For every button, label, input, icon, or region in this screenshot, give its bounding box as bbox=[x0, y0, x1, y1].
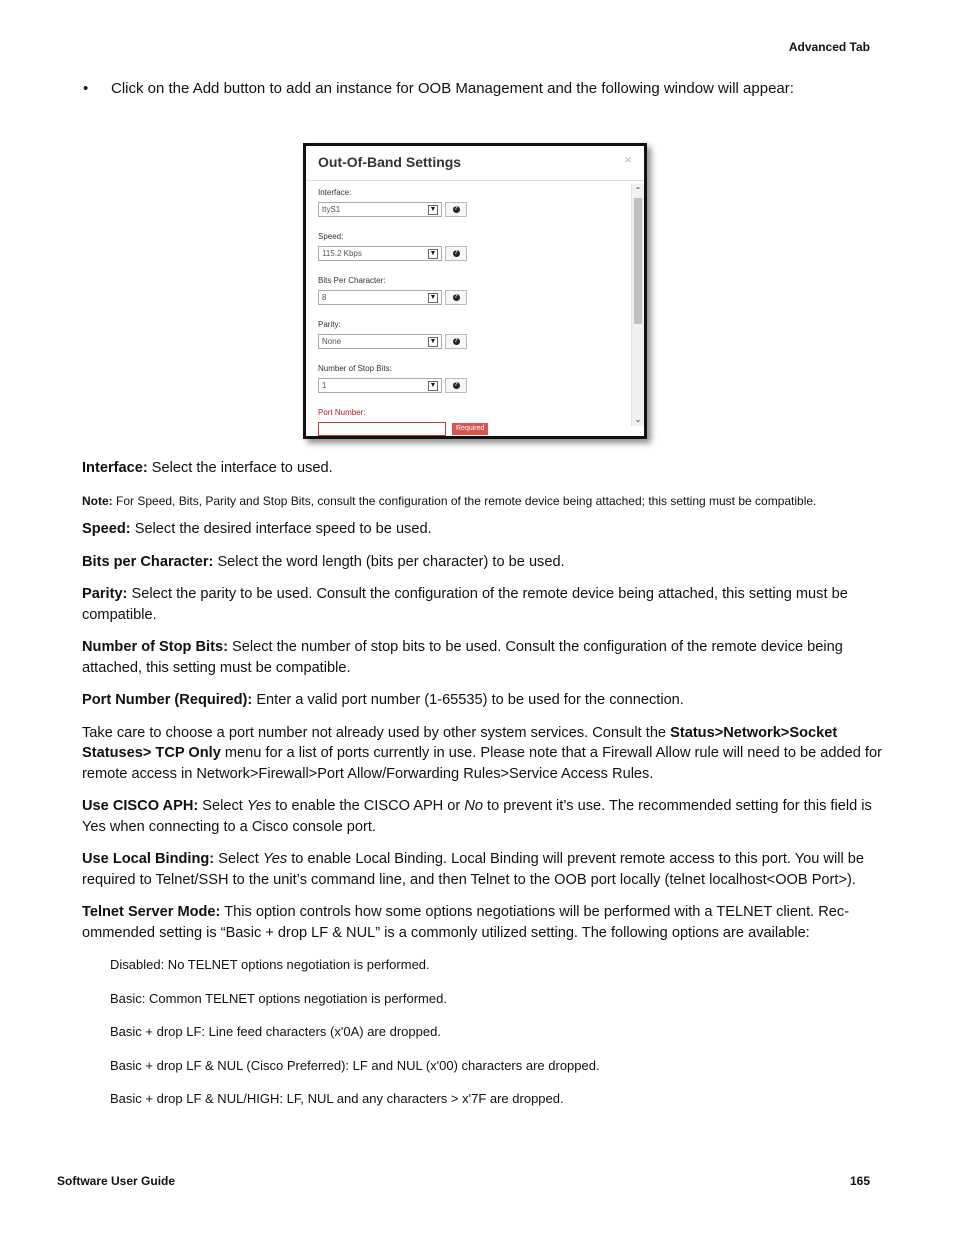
scroll-thumb[interactable] bbox=[634, 198, 642, 324]
interface-select[interactable] bbox=[318, 202, 442, 217]
oob-settings-dialog bbox=[303, 143, 647, 439]
speed-value: 115.2 Kbps bbox=[322, 249, 362, 258]
stopbits-value: 1 bbox=[322, 381, 327, 390]
cisco-para bbox=[82, 796, 898, 837]
interface-term: Interface: bbox=[82, 460, 148, 476]
local-para bbox=[82, 849, 898, 890]
chevron-down-icon: ▼ bbox=[429, 337, 437, 345]
dialog-divider bbox=[306, 180, 644, 181]
interface-desc: Select the interface to used. bbox=[147, 460, 333, 476]
cisco-t2: to enable the CISCO APH or bbox=[271, 798, 465, 814]
care-pre: Take care to choose a port number not already used by other system services. Consult the bbox=[82, 724, 671, 741]
bits-para bbox=[82, 552, 898, 573]
speed-help-button[interactable] bbox=[445, 246, 467, 261]
parity-field bbox=[318, 320, 467, 349]
stopbits-help-button[interactable] bbox=[445, 378, 467, 393]
parity-desc: Select the parity to be used. Consult the configuration of the remote device being attached, this setting must be compatible. bbox=[82, 586, 848, 623]
note-para bbox=[82, 491, 898, 512]
speed-select[interactable] bbox=[318, 246, 442, 261]
cisco-term: Use CISCO APH: bbox=[82, 798, 199, 814]
chevron-down-icon[interactable]: ⌄ bbox=[634, 415, 642, 424]
stopbits-select[interactable] bbox=[318, 378, 442, 393]
speed-para bbox=[82, 519, 898, 540]
port-desc: Enter a valid port number (1-65535) to be used for the connection. bbox=[252, 692, 684, 708]
bits-label: Bits Per Character: bbox=[318, 276, 386, 285]
help-icon: ? bbox=[454, 338, 458, 344]
close-icon[interactable]: × bbox=[624, 152, 632, 167]
help-icon: ? bbox=[454, 382, 458, 388]
care-post: menu for a list of ports currently in use. Please note that a Firewall Allow rule will need to be added for remote access in Network>Firewall>Port Allow/Forwarding Rules>Service Access Rules. bbox=[82, 745, 882, 782]
local-t2: to enable Local Binding. Local Binding will prevent remote access to this port. You will be required to Telnet/SSH to the unit’s command line, and then Telnet to the OOB port locally (telnet localhost<OOB Port>). bbox=[82, 851, 864, 888]
care-menu-path: Status>Network>Socket Statuses> TCP Only bbox=[82, 724, 838, 761]
stopbits-para bbox=[82, 637, 898, 678]
parity-label: Parity: bbox=[318, 320, 341, 329]
cisco-yes: Yes bbox=[246, 798, 272, 814]
stopbits-label: Number of Stop Bits: bbox=[318, 364, 392, 373]
page-number: 165 bbox=[849, 1174, 870, 1188]
port-field bbox=[318, 408, 488, 436]
parity-value: None bbox=[322, 337, 342, 346]
help-icon: ? bbox=[454, 250, 458, 256]
parity-help-button[interactable] bbox=[445, 334, 467, 349]
telnet-para bbox=[82, 902, 898, 943]
local-yes: Yes bbox=[262, 851, 288, 867]
bits-field bbox=[318, 276, 467, 305]
chevron-down-icon: ▼ bbox=[429, 293, 437, 301]
option-item: Basic + drop LF & NUL (Cisco Preferred): LF and NUL (x'00) characters are dropped. bbox=[110, 1057, 600, 1073]
stopbits-desc: Select the number of stop bits to be used. Consult the configuration of the remote device being attached, this setting must be compatible. bbox=[82, 639, 843, 676]
port-term: Port Number (Required): bbox=[82, 692, 253, 708]
dialog-title: Out-Of-Band Settings bbox=[318, 154, 462, 170]
cisco-no: No bbox=[464, 798, 483, 814]
body-text bbox=[82, 458, 898, 1123]
bits-desc: Select the word length (bits per character) to be used. bbox=[213, 553, 565, 570]
note-term: Note: bbox=[82, 493, 113, 508]
help-icon: ? bbox=[454, 294, 458, 300]
local-t1: Select bbox=[214, 851, 263, 867]
bits-term: Bits per Character: bbox=[82, 553, 214, 570]
required-badge: Required bbox=[452, 423, 488, 435]
parity-select[interactable] bbox=[318, 334, 442, 349]
parity-term: Parity: bbox=[82, 586, 128, 602]
option-item: Basic + drop LF & NUL/HIGH: LF, NUL and any characters > x'7F are dropped. bbox=[110, 1091, 564, 1106]
bullet-glyph: • bbox=[83, 80, 89, 97]
interface-value: ttyS1 bbox=[322, 205, 341, 214]
dialog-scrollbar[interactable] bbox=[631, 184, 644, 426]
telnet-term: Telnet Server Mode: bbox=[82, 904, 221, 920]
note-desc: For Speed, Bits, Parity and Stop Bits, consult the configuration of the remote device being attached; this setting must be compatible. bbox=[112, 493, 817, 508]
stopbits-term: Number of Stop Bits: bbox=[82, 639, 228, 655]
cisco-t1: Select bbox=[198, 798, 247, 814]
bits-help-button[interactable] bbox=[445, 290, 467, 305]
intro-text: Click on the Add button to add an instance for OOB Management and the following window will appear: bbox=[111, 80, 794, 97]
help-icon: ? bbox=[454, 206, 458, 212]
intro-bullet bbox=[83, 80, 883, 97]
chevron-down-icon: ▼ bbox=[429, 381, 437, 389]
interface-label: Interface: bbox=[318, 188, 352, 197]
option-item: Basic: Common TELNET options negotiation is performed. bbox=[110, 990, 447, 1006]
speed-label: Speed: bbox=[318, 232, 344, 241]
option-item: Disabled: No TELNET options negotiation is performed. bbox=[110, 957, 430, 972]
bits-value: 8 bbox=[322, 293, 327, 302]
port-input[interactable] bbox=[318, 422, 446, 436]
chevron-down-icon: ▼ bbox=[429, 249, 437, 257]
speed-desc: Select the desired interface speed to be used. bbox=[130, 521, 432, 537]
interface-field bbox=[318, 188, 467, 217]
port-para bbox=[82, 690, 898, 711]
chevron-up-icon[interactable]: ⌃ bbox=[634, 186, 642, 195]
stopbits-field bbox=[318, 364, 467, 393]
cisco-t3: to prevent it’s use. The recommended setting for this field is Yes when connecting to a Cisco console port. bbox=[82, 798, 872, 835]
telnet-desc: This option controls how some options negotiations will be performed with a TELNET client. Rec-ommended setting is “Basic + drop LF & NUL” is a commonly utilized setting. The following options are available: bbox=[82, 904, 850, 941]
interface-para bbox=[82, 458, 898, 479]
interface-help-button[interactable] bbox=[445, 202, 467, 217]
footer-title: Software User Guide bbox=[57, 1174, 176, 1188]
parity-para bbox=[82, 584, 898, 625]
port-label: Port Number: bbox=[318, 408, 366, 417]
local-term: Use Local Binding: bbox=[82, 851, 215, 867]
bits-select[interactable] bbox=[318, 290, 442, 305]
speed-term: Speed: bbox=[82, 521, 131, 537]
chevron-down-icon: ▼ bbox=[429, 205, 437, 213]
option-item: Basic + drop LF: Line feed characters (x'0A) are dropped. bbox=[110, 1024, 441, 1039]
care-para bbox=[82, 723, 898, 785]
running-header: Advanced Tab bbox=[788, 40, 870, 54]
speed-field bbox=[318, 232, 467, 261]
